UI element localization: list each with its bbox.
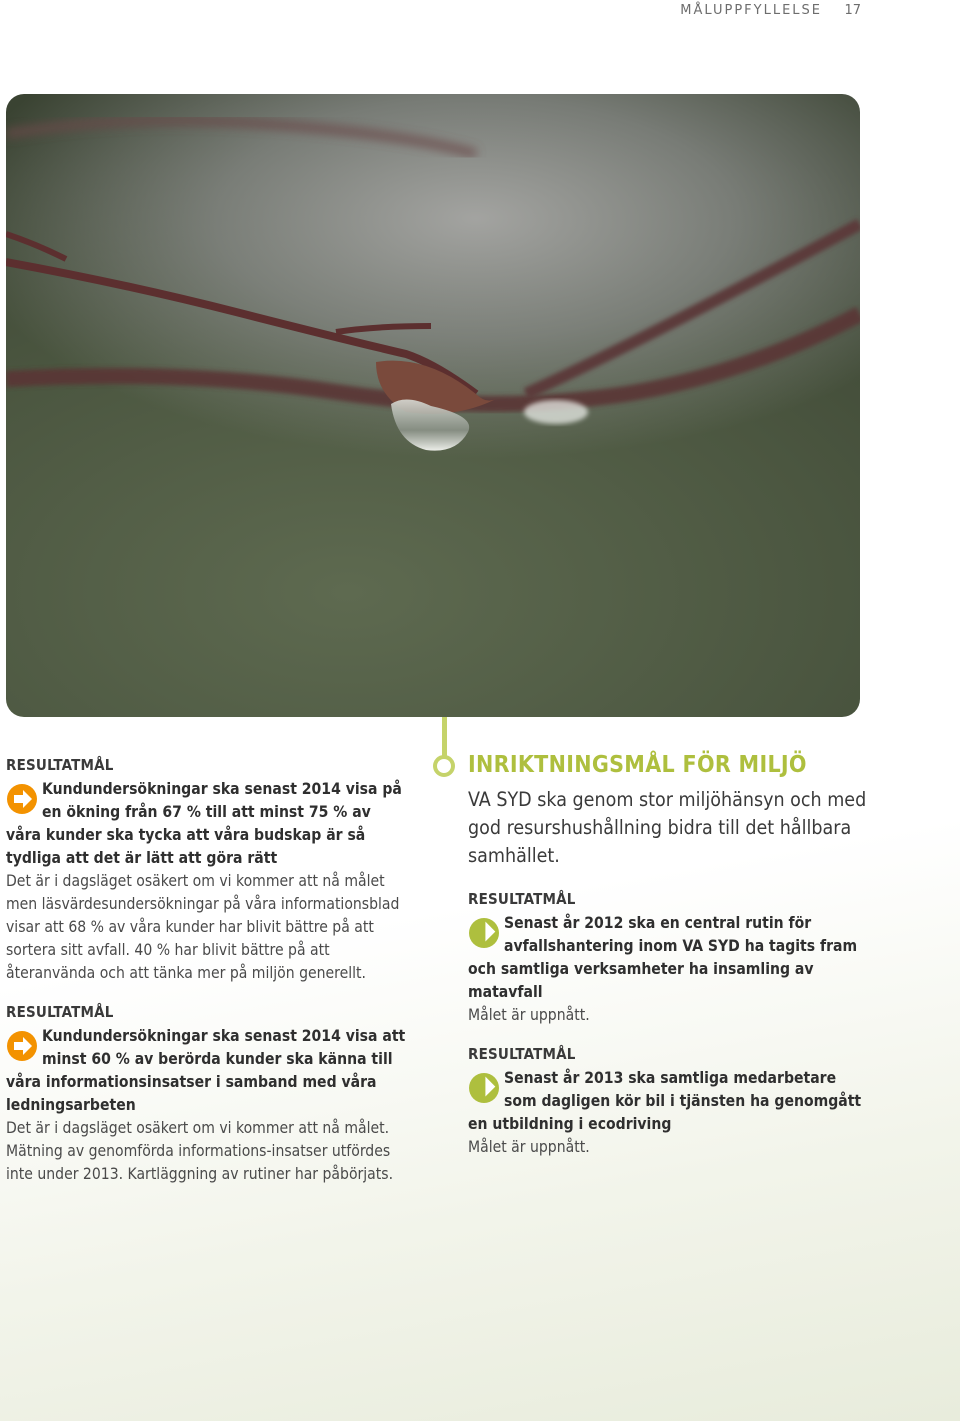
result-goal-label: RESULTATMÅL (468, 1045, 576, 1063)
result-goal-3-text: Senast år 2012 ska en central rutin för avfallshantering inom VA SYD ha tagits fram och samtliga verksamheter ha insamling av matavfall (468, 914, 858, 1001)
arrow-right-circle-icon (6, 1030, 38, 1062)
connector-ring (433, 755, 455, 777)
result-goal-2-text: Kundundersökningar ska senast 2014 visa att minst 60 % av berörda kunder ska känna till våra informationsinsatser i samband med våra ledningsarbeten (6, 1027, 406, 1114)
arrow-down-circle-icon (468, 917, 500, 949)
result-goal-2-status: Det är i dagsläget osäkert om vi kommer att nå målet. Mätning av genomförda informations-insatser utfördes inte under 2013. Kartläggning av rutiner har påbörjats. (6, 1119, 394, 1183)
direction-goal-lead: VA SYD ska genom stor miljöhänsyn och med god resurshushållning bidra till det hållbara samhället. (468, 788, 867, 867)
result-goal-4 (468, 1067, 868, 1136)
arrow-right-circle-icon (6, 783, 38, 815)
result-goal-3-status: Målet är uppnått. (468, 1006, 590, 1024)
result-goal-1-text: Kundundersökningar ska senast 2014 visa på en ökning från 67 % till att minst 75 % av våra kunder ska tycka att våra budskap är så tydliga att det är lätt att göra rätt (6, 780, 402, 867)
direction-goal-heading: INRIKTNINGSMÅL FÖR MILJÖ (468, 752, 807, 778)
branch-raindrop-photo (6, 94, 860, 717)
result-goal-1 (6, 778, 406, 870)
section-title: MÅLUPPFYLLELSE (680, 3, 822, 18)
branch-illustration (6, 94, 860, 717)
result-goal-label: RESULTATMÅL (468, 890, 576, 908)
result-goal-1-status: Det är i dagsläget osäkert om vi kommer att nå målet men läsvärdesundersökningar på våra informationsblad visar att 68 % av våra kunder har blivit bättre på att sortera sitt avfall. 40 % har blivit bättre på att återanvända och att tänka mer på miljön generellt. (6, 872, 400, 982)
arrow-down-circle-icon (468, 1072, 500, 1104)
result-goal-label: RESULTATMÅL (6, 1003, 114, 1021)
running-head (680, 3, 822, 18)
page-number: 17 (844, 3, 861, 18)
result-goal-4-status: Målet är uppnått. (468, 1138, 590, 1156)
result-goal-4-text: Senast år 2013 ska samtliga medarbetare som dagligen kör bil i tjänsten ha genomgått en utbildning i ecodriving (468, 1069, 862, 1133)
result-goal-3 (468, 912, 868, 1004)
connector-line (442, 717, 447, 759)
result-goal-2 (6, 1025, 406, 1117)
left-column (6, 756, 406, 1186)
result-goal-label: RESULTATMÅL (6, 756, 114, 774)
right-column (468, 752, 868, 1159)
